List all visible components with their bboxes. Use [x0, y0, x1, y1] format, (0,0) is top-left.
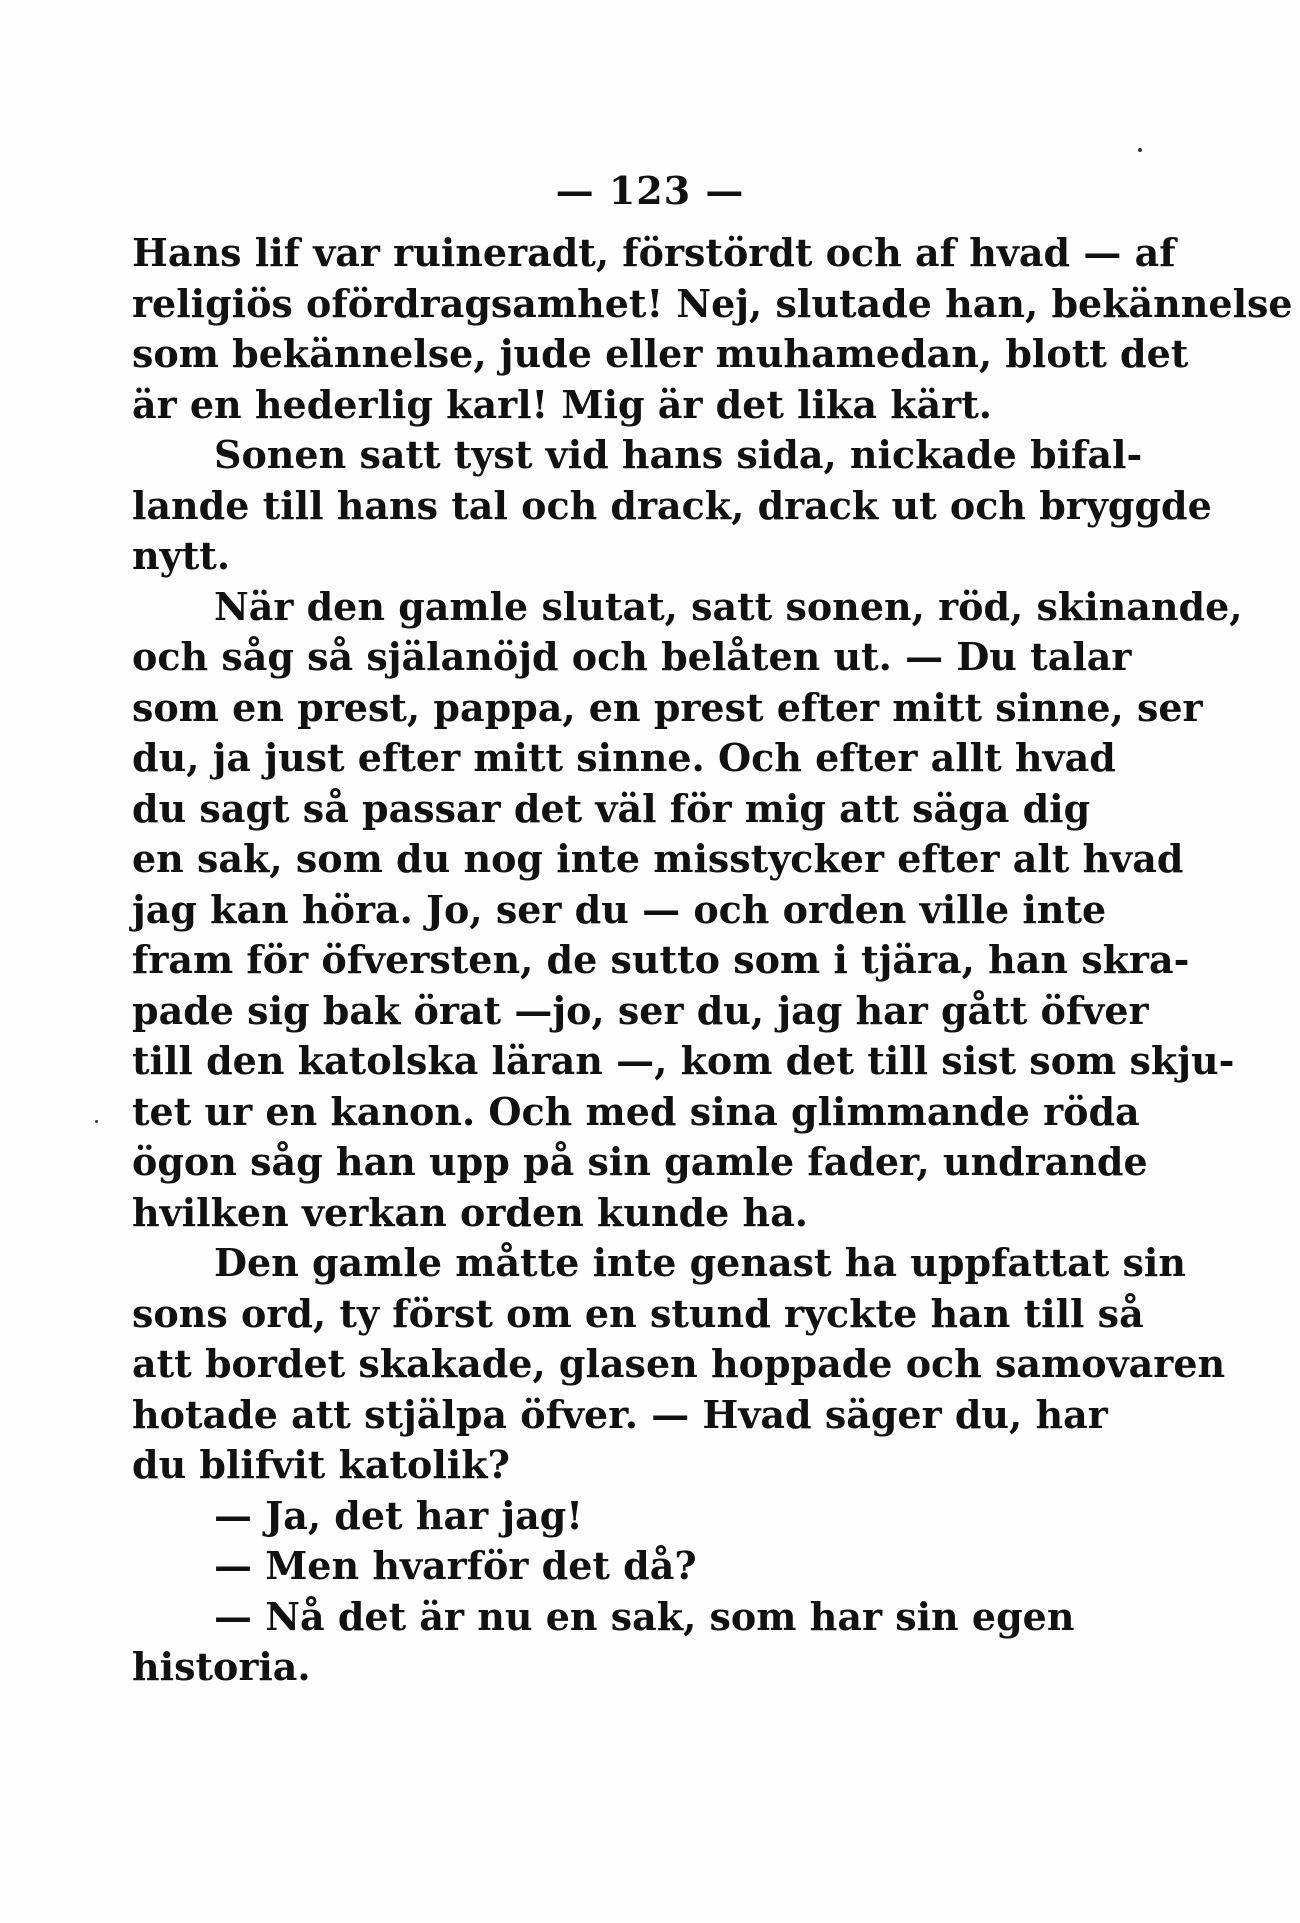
- text-line: att bordet skakade, glasen hoppade och samovaren: [132, 1341, 1226, 1386]
- scan-speck: [1138, 148, 1142, 152]
- paragraph: [132, 582, 1243, 1239]
- text-line: är en hederlig karl! Mig är det lika kärt.: [132, 381, 992, 427]
- paragraph: [132, 228, 1293, 430]
- text-line: Den gamle måtte inte genast ha uppfattat sin: [214, 1240, 1186, 1285]
- text-line: fram för öfversten, de sutto som i tjära, han skra-: [132, 937, 1190, 982]
- page-number: — 123 —: [555, 168, 745, 213]
- paragraph: [132, 1592, 1075, 1693]
- text-line: ögon såg han upp på sin gamle fader, undrande: [132, 1139, 1148, 1184]
- text-line: till den katolska läran —, kom det till sist som skju-: [132, 1038, 1235, 1083]
- paragraph: [132, 1238, 1226, 1491]
- text-line: och såg så själanöjd och belåten ut. — Du talar: [132, 634, 1132, 679]
- text-line: När den gamle slutat, satt sonen, röd, skinande,: [214, 583, 1243, 629]
- text-line: som bekännelse, jude eller muhamedan, blott det: [132, 331, 1189, 376]
- scan-speck: [95, 1120, 98, 1123]
- text-line: som en prest, pappa, en prest efter mitt sinne, ser: [132, 684, 1203, 730]
- text-line: tet ur en kanon. Och med sina glimmande röda: [132, 1088, 1140, 1134]
- text-line: jag kan höra. Jo, ser du — och orden ville inte: [132, 886, 1107, 932]
- text-line: nytt.: [132, 533, 231, 578]
- text-line: hotade att stjälpa öfver. — Hvad säger du, har: [132, 1391, 1108, 1437]
- text-line: en sak, som du nog inte misstycker efter alt hvad: [132, 836, 1184, 881]
- paragraph: [132, 1491, 1024, 1542]
- body-text: [132, 228, 1293, 1693]
- text-line: historia.: [132, 1644, 311, 1689]
- text-line: pade sig bak örat —jo, ser du, jag har gått öfver: [132, 987, 1149, 1033]
- text-line: hvilken verkan orden kunde ha.: [132, 1189, 809, 1235]
- text-line: lande till hans tal och drack, drack ut och bryggde: [132, 482, 1212, 528]
- text-line: du blifvit katolik?: [132, 1442, 510, 1487]
- paragraph: [132, 1541, 1024, 1592]
- text-line: du, ja just efter mitt sinne. Och efter allt hvad: [132, 735, 1116, 780]
- text-line: — Ja, det har jag!: [214, 1492, 583, 1538]
- text-line: religiös ofördragsamhet! Nej, slutade han, bekännelse: [132, 280, 1293, 326]
- text-line: du sagt så passar det väl för mig att säga dig: [132, 785, 1091, 831]
- paragraph: [132, 430, 1212, 582]
- text-line: Sonen satt tyst vid hans sida, nickade bifal-: [214, 432, 1143, 477]
- text-line: — Nå det är nu en sak, som har sin egen: [214, 1593, 1075, 1639]
- text-line: — Men hvarför det då?: [214, 1543, 697, 1588]
- text-line: sons ord, ty först om en stund ryckte han till så: [132, 1290, 1144, 1336]
- text-line: Hans lif var ruineradt, förstördt och af hvad — af: [132, 230, 1176, 275]
